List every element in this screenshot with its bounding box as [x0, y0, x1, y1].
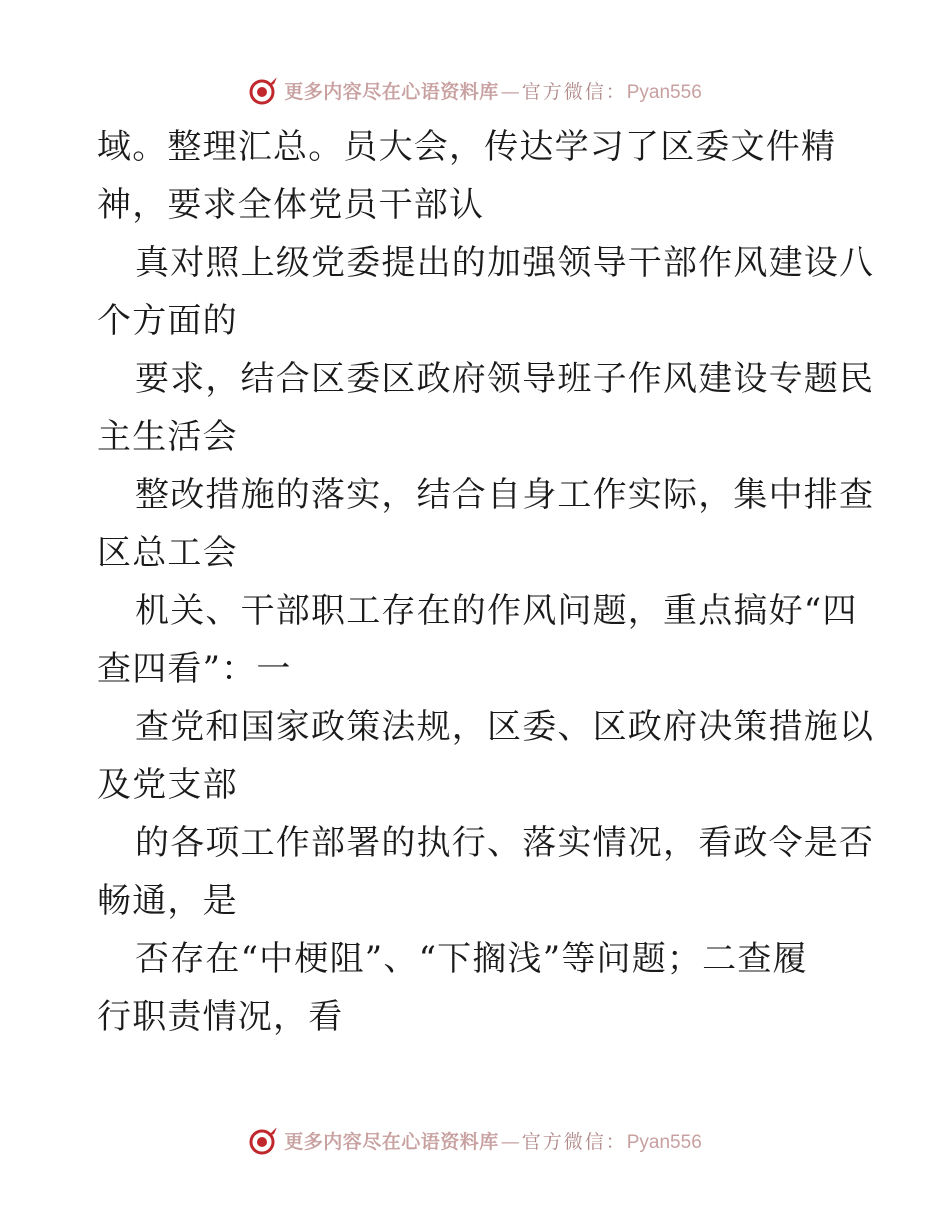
body-line: 查党和国家政策法规，区委、区政府决策措施以: [135, 707, 875, 747]
header-brand-text: 更多内容尽在心语资料库: [284, 80, 499, 103]
body-line: 否存在“中梗阻”、“下搁浅”等问题；二查履: [135, 939, 808, 979]
header-separator: —: [500, 80, 520, 103]
body-line: 要求，结合区委区政府领导班子作风建设专题民: [135, 359, 875, 399]
body-line: 主生活会: [97, 417, 238, 457]
document-body: [97, 118, 875, 1046]
footer-separator: —: [500, 1130, 520, 1153]
body-line: 及党支部: [97, 765, 238, 805]
footer-watermark: [0, 1120, 950, 1160]
body-line: 的各项工作部署的执行、落实情况，看政令是否: [135, 823, 875, 863]
feather-pen-logo-icon: [248, 1124, 280, 1156]
body-line: 个方面的: [97, 301, 238, 341]
body-line: 真对照上级党委提出的加强领导干部作风建设八: [135, 243, 875, 283]
footer-brand-text: 更多内容尽在心语资料库: [284, 1130, 499, 1153]
body-line: 区总工会: [97, 533, 238, 573]
header-watermark: [0, 70, 950, 110]
body-line: 整改措施的落实，结合自身工作实际，集中排查: [135, 475, 875, 515]
body-line: 机关、干部职工存在的作风问题，重点搞好“四: [135, 591, 858, 631]
body-line: 查四看”：一: [97, 649, 292, 689]
footer-wechat-id: Pyan556: [626, 1131, 702, 1153]
header-wechat-id: Pyan556: [626, 81, 702, 103]
body-line: 行职责情况，看: [97, 997, 344, 1037]
body-line: 域。整理汇总。员大会，传达学习了区委文件精: [97, 127, 837, 167]
body-line: 神，要求全体党员干部认: [97, 185, 485, 225]
header-wechat-label: 官方微信：: [521, 80, 627, 103]
feather-pen-logo-icon: [248, 74, 280, 106]
body-line: 畅通，是: [97, 881, 238, 921]
footer-wechat-label: 官方微信：: [521, 1130, 627, 1153]
